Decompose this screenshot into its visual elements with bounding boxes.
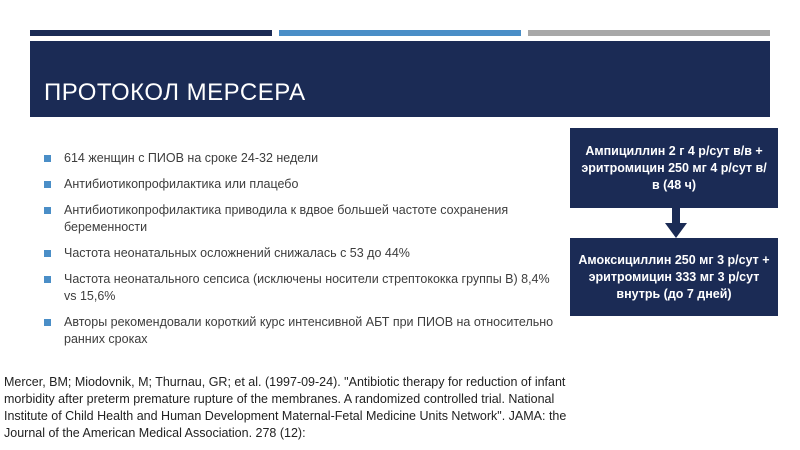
bullet-item	[42, 176, 558, 193]
bullet-item	[42, 245, 558, 262]
square-bullet-icon	[44, 155, 51, 162]
title-bar	[30, 41, 770, 117]
top-stripe-blue	[279, 30, 521, 36]
regimen-step-1-text: Ампициллин 2 г 4 р/сут в/в + эритромицин 250 мг 4 р/сут в/в (48 ч)	[581, 143, 767, 192]
bullet-item	[42, 271, 558, 305]
bullet-text: Частота неонатальных осложнений снижалась с 53 до 44%	[64, 246, 410, 260]
citation: Mercer, BM; Miodovnik, M; Thurnau, GR; et al. (1997-09-24). "Antibiotic therapy for reduction of infant morbidity after preterm premature rupture of the membranes. A randomized controlled trial. National Institute of Child Health and Human Development Maternal-Fetal Medicine Units Network". JAMA: the Journal of the American Medical Association. 278 (12):	[4, 375, 567, 440]
square-bullet-icon	[44, 181, 51, 188]
square-bullet-icon	[44, 250, 51, 257]
top-stripe-gray	[528, 30, 770, 36]
regimen-step-2	[570, 238, 778, 316]
bullet-text: 614 женщин с ПИОВ на сроке 24-32 недели	[64, 151, 319, 165]
bullet-item	[42, 202, 558, 236]
bullet-text: Антибиотикопрофилактика приводила к вдвое большей частоте сохранения беременности	[64, 203, 509, 234]
bullet-list	[42, 150, 558, 357]
slide-title: ПРОТОКОЛ МЕРСЕРА	[44, 79, 306, 106]
square-bullet-icon	[44, 276, 51, 283]
bullet-text: Авторы рекомендовали короткий курс интенсивной АБТ при ПИОВ на относительно ранних сроках	[64, 315, 554, 346]
regimen-step-2-text: Амоксициллин 250 мг 3 р/сут + эритромицин 333 мг 3 р/сут внутрь (до 7 дней)	[578, 252, 770, 301]
regimen-step-1	[570, 128, 778, 208]
bullet-text: Частота неонатального сепсиса (исключены носители стрептококка группы B) 8,4% vs 15,6%	[64, 272, 550, 303]
top-stripe-navy	[30, 30, 272, 36]
square-bullet-icon	[44, 319, 51, 326]
square-bullet-icon	[44, 207, 51, 214]
bullet-item	[42, 150, 558, 167]
bullet-text: Антибиотикопрофилактика или плацебо	[64, 177, 299, 191]
bullet-item	[42, 314, 558, 348]
arrow-down-icon	[665, 208, 687, 238]
